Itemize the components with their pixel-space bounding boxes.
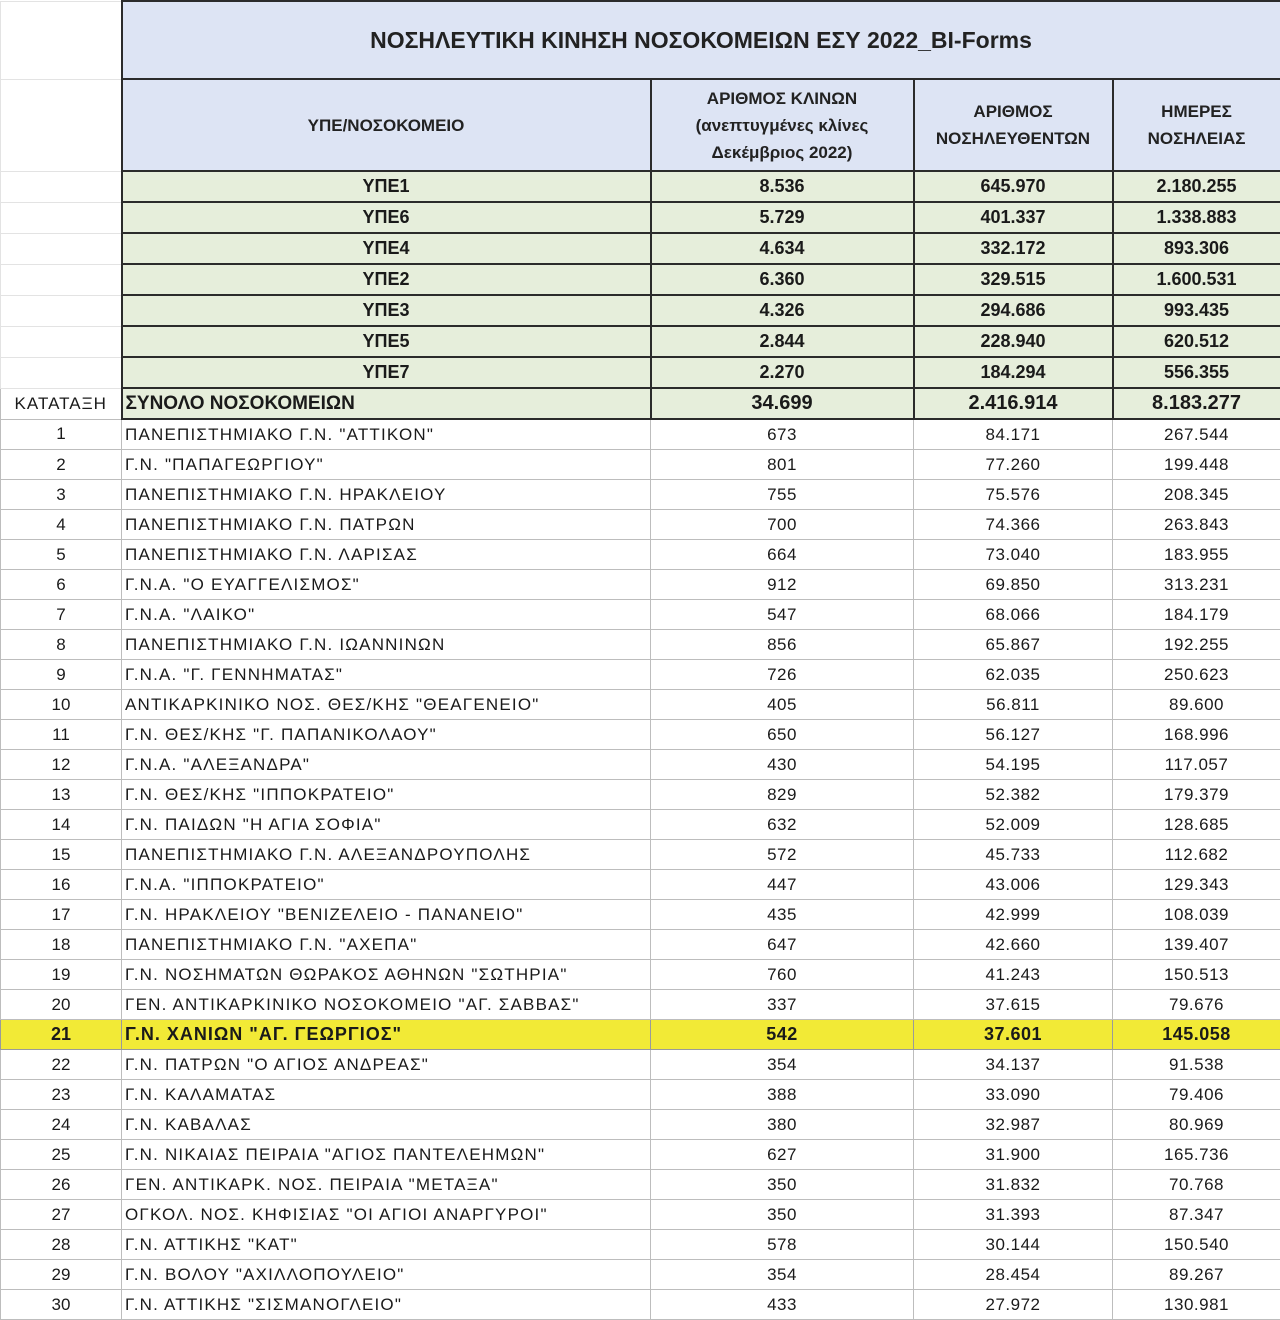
table-row xyxy=(1,1290,1280,1320)
days-cell: 89.600 xyxy=(1113,690,1280,720)
total-days: 8.183.277 xyxy=(1113,388,1280,419)
rank-cell: 2 xyxy=(1,450,122,480)
rank-column-label: ΚΑΤΑΤΑΞΗ xyxy=(1,388,122,419)
blank-cell[interactable] xyxy=(1,171,122,202)
ype-row xyxy=(1,264,1280,295)
rank-cell: 3 xyxy=(1,480,122,510)
ype-beds: 8.536 xyxy=(651,171,914,202)
rank-cell: 7 xyxy=(1,600,122,630)
table-row xyxy=(1,600,1280,630)
total-patients: 2.416.914 xyxy=(914,388,1113,419)
rank-cell: 16 xyxy=(1,870,122,900)
rank-cell: 1 xyxy=(1,419,122,450)
table-row xyxy=(1,450,1280,480)
rank-cell: 8 xyxy=(1,630,122,660)
table-row xyxy=(1,1260,1280,1290)
beds-cell: 542 xyxy=(651,1020,914,1050)
rank-cell: 25 xyxy=(1,1140,122,1170)
beds-cell: 578 xyxy=(651,1230,914,1260)
ype-name: ΥΠΕ2 xyxy=(122,264,651,295)
patients-cell: 34.137 xyxy=(914,1050,1113,1080)
table-row xyxy=(1,720,1280,750)
ype-days: 1.600.531 xyxy=(1113,264,1280,295)
patients-cell: 28.454 xyxy=(914,1260,1113,1290)
table-row-highlighted xyxy=(1,1020,1280,1050)
table-row xyxy=(1,1080,1280,1110)
ype-days: 993.435 xyxy=(1113,295,1280,326)
rank-cell: 6 xyxy=(1,570,122,600)
hospital-name-cell: ΑΝΤΙΚΑΡΚΙΝΙΚΟ ΝΟΣ. ΘΕΣ/ΚΗΣ "ΘΕΑΓΕΝΕΙΟ" xyxy=(122,690,651,720)
table-row xyxy=(1,810,1280,840)
days-cell: 199.448 xyxy=(1113,450,1280,480)
patients-cell: 69.850 xyxy=(914,570,1113,600)
beds-cell: 801 xyxy=(651,450,914,480)
beds-cell: 627 xyxy=(651,1140,914,1170)
patients-cell: 74.366 xyxy=(914,510,1113,540)
ype-patients: 228.940 xyxy=(914,326,1113,357)
blank-cell[interactable] xyxy=(1,264,122,295)
ype-row xyxy=(1,233,1280,264)
table-row xyxy=(1,510,1280,540)
hospital-name-cell: Γ.Ν. ΘΕΣ/ΚΗΣ "Γ. ΠΑΠΑΝΙΚΟΛΑΟΥ" xyxy=(122,720,651,750)
beds-cell: 912 xyxy=(651,570,914,600)
header-patients-line2: ΝΟΣΗΛΕΥΘΕΝΤΩΝ xyxy=(936,129,1090,148)
ype-name: ΥΠΕ4 xyxy=(122,233,651,264)
rank-cell: 20 xyxy=(1,990,122,1020)
hospital-name-cell: ΓΕΝ. ΑΝΤΙΚΑΡΚ. ΝΟΣ. ΠΕΙΡΑΙΑ "ΜΕΤΑΞΑ" xyxy=(122,1170,651,1200)
days-cell: 184.179 xyxy=(1113,600,1280,630)
patients-cell: 75.576 xyxy=(914,480,1113,510)
hospital-name-cell: Γ.Ν. ΧΑΝΙΩΝ "ΑΓ. ΓΕΩΡΓΙΟΣ" xyxy=(122,1020,651,1050)
patients-cell: 30.144 xyxy=(914,1230,1113,1260)
beds-cell: 350 xyxy=(651,1200,914,1230)
ype-patients: 332.172 xyxy=(914,233,1113,264)
patients-cell: 84.171 xyxy=(914,419,1113,450)
hospital-name-cell: Γ.Ν. ΚΑΛΑΜΑΤΑΣ xyxy=(122,1080,651,1110)
blank-cell[interactable] xyxy=(1,295,122,326)
rank-cell: 29 xyxy=(1,1260,122,1290)
ype-beds: 5.729 xyxy=(651,202,914,233)
hospital-name-cell: Γ.Ν.Α. "Γ. ΓΕΝΝΗΜΑΤΑΣ" xyxy=(122,660,651,690)
table-row xyxy=(1,1170,1280,1200)
ype-patients: 401.337 xyxy=(914,202,1113,233)
patients-cell: 45.733 xyxy=(914,840,1113,870)
hospital-name-cell: Γ.Ν.Α. "ΑΛΕΞΑΝΔΡΑ" xyxy=(122,750,651,780)
rank-cell: 11 xyxy=(1,720,122,750)
beds-cell: 433 xyxy=(651,1290,914,1320)
ype-row xyxy=(1,202,1280,233)
total-label: ΣΥΝΟΛΟ ΝΟΣΟΚΟΜΕΙΩΝ xyxy=(122,388,651,419)
ype-patients: 329.515 xyxy=(914,264,1113,295)
table-row xyxy=(1,1050,1280,1080)
days-cell: 267.544 xyxy=(1113,419,1280,450)
patients-cell: 52.009 xyxy=(914,810,1113,840)
beds-cell: 350 xyxy=(651,1170,914,1200)
patients-cell: 43.006 xyxy=(914,870,1113,900)
table-row xyxy=(1,960,1280,990)
header-hospital: ΥΠΕ/ΝΟΣΟΚΟΜΕΙΟ xyxy=(122,79,651,171)
rank-cell: 30 xyxy=(1,1290,122,1320)
days-cell: 179.379 xyxy=(1113,780,1280,810)
blank-cell[interactable] xyxy=(1,1,122,79)
beds-cell: 726 xyxy=(651,660,914,690)
hospital-name-cell: ΓΕΝ. ΑΝΤΙΚΑΡΚΙΝΙΚΟ ΝΟΣΟΚΟΜΕΙΟ "ΑΓ. ΣΑΒΒΑΣ" xyxy=(122,990,651,1020)
rank-cell: 27 xyxy=(1,1200,122,1230)
total-row xyxy=(1,388,1280,419)
rank-cell: 14 xyxy=(1,810,122,840)
beds-cell: 755 xyxy=(651,480,914,510)
ype-row xyxy=(1,326,1280,357)
beds-cell: 664 xyxy=(651,540,914,570)
table-row xyxy=(1,900,1280,930)
beds-cell: 547 xyxy=(651,600,914,630)
patients-cell: 31.900 xyxy=(914,1140,1113,1170)
beds-cell: 388 xyxy=(651,1080,914,1110)
hospital-name-cell: Γ.Ν. ΝΟΣΗΜΑΤΩΝ ΘΩΡΑΚΟΣ ΑΘΗΝΩΝ "ΣΩΤΗΡΙΑ" xyxy=(122,960,651,990)
ype-days: 2.180.255 xyxy=(1113,171,1280,202)
patients-cell: 73.040 xyxy=(914,540,1113,570)
hospital-name-cell: Γ.Ν. ΗΡΑΚΛΕΙΟΥ "ΒΕΝΙΖΕΛΕΙΟ - ΠΑΝΑΝΕΙΟ" xyxy=(122,900,651,930)
days-cell: 250.623 xyxy=(1113,660,1280,690)
header-beds-line2: (ανεπτυγμένες κλίνες xyxy=(696,116,869,135)
hospital-name-cell: Γ.Ν. ΝΙΚΑΙΑΣ ΠΕΙΡΑΙΑ "ΑΓΙΟΣ ΠΑΝΤΕΛΕΗΜΩΝ" xyxy=(122,1140,651,1170)
header-beds-line3: Δεκέμβριος 2022) xyxy=(712,143,853,162)
ype-name: ΥΠΕ7 xyxy=(122,357,651,388)
beds-cell: 829 xyxy=(651,780,914,810)
table-row xyxy=(1,419,1280,450)
hospital-name-cell: ΠΑΝΕΠΙΣΤΗΜΙΑΚΟ Γ.Ν. ΗΡΑΚΛΕΙΟΥ xyxy=(122,480,651,510)
blank-cell[interactable] xyxy=(1,202,122,233)
beds-cell: 632 xyxy=(651,810,914,840)
beds-cell: 354 xyxy=(651,1260,914,1290)
table-row xyxy=(1,480,1280,510)
beds-cell: 337 xyxy=(651,990,914,1020)
days-cell: 168.996 xyxy=(1113,720,1280,750)
header-days xyxy=(1113,79,1280,171)
rank-cell: 23 xyxy=(1,1080,122,1110)
header-row xyxy=(1,79,1280,171)
hospital-name-cell: ΠΑΝΕΠΙΣΤΗΜΙΑΚΟ Γ.Ν. ΙΩΑΝΝΙΝΩΝ xyxy=(122,630,651,660)
hospital-name-cell: Γ.Ν. ΑΤΤΙΚΗΣ "ΚΑΤ" xyxy=(122,1230,651,1260)
days-cell: 117.057 xyxy=(1113,750,1280,780)
table-row xyxy=(1,660,1280,690)
days-cell: 313.231 xyxy=(1113,570,1280,600)
days-cell: 87.347 xyxy=(1113,1200,1280,1230)
table-row xyxy=(1,1200,1280,1230)
rank-cell: 22 xyxy=(1,1050,122,1080)
ype-patients: 645.970 xyxy=(914,171,1113,202)
ype-days: 556.355 xyxy=(1113,357,1280,388)
beds-cell: 650 xyxy=(651,720,914,750)
patients-cell: 42.999 xyxy=(914,900,1113,930)
ype-days: 893.306 xyxy=(1113,233,1280,264)
header-days-line1: ΗΜΕΡΕΣ xyxy=(1161,102,1232,121)
total-beds: 34.699 xyxy=(651,388,914,419)
rank-cell: 12 xyxy=(1,750,122,780)
table-row xyxy=(1,570,1280,600)
rank-cell: 24 xyxy=(1,1110,122,1140)
patients-cell: 56.811 xyxy=(914,690,1113,720)
table-row xyxy=(1,870,1280,900)
patients-cell: 41.243 xyxy=(914,960,1113,990)
beds-cell: 700 xyxy=(651,510,914,540)
ype-beds: 4.634 xyxy=(651,233,914,264)
ype-row xyxy=(1,357,1280,388)
hospital-name-cell: ΠΑΝΕΠΙΣΤΗΜΙΑΚΟ Γ.Ν. ΑΛΕΞΑΝΔΡΟΥΠΟΛΗΣ xyxy=(122,840,651,870)
blank-cell[interactable] xyxy=(1,357,122,388)
patients-cell: 27.972 xyxy=(914,1290,1113,1320)
rank-cell: 17 xyxy=(1,900,122,930)
hospital-name-cell: Γ.Ν. ΑΤΤΙΚΗΣ "ΣΙΣΜΑΝΟΓΛΕΙΟ" xyxy=(122,1290,651,1320)
rank-cell: 18 xyxy=(1,930,122,960)
days-cell: 150.513 xyxy=(1113,960,1280,990)
days-cell: 192.255 xyxy=(1113,630,1280,660)
table-title: ΝΟΣΗΛΕΥΤΙΚΗ ΚΙΝΗΣΗ ΝΟΣΟΚΟΜΕΙΩΝ ΕΣΥ 2022_BI-Forms xyxy=(122,1,1280,79)
rank-cell: 21 xyxy=(1,1020,122,1050)
header-beds xyxy=(651,79,914,171)
hospital-name-cell: Γ.Ν.Α. "ΛΑΙΚΟ" xyxy=(122,600,651,630)
days-cell: 129.343 xyxy=(1113,870,1280,900)
days-cell: 79.676 xyxy=(1113,990,1280,1020)
patients-cell: 56.127 xyxy=(914,720,1113,750)
days-cell: 150.540 xyxy=(1113,1230,1280,1260)
patients-cell: 37.615 xyxy=(914,990,1113,1020)
beds-cell: 405 xyxy=(651,690,914,720)
rank-cell: 28 xyxy=(1,1230,122,1260)
days-cell: 165.736 xyxy=(1113,1140,1280,1170)
hospital-name-cell: Γ.Ν. ΒΟΛΟΥ "ΑΧΙΛΛΟΠΟΥΛΕΙΟ" xyxy=(122,1260,651,1290)
ype-patients: 184.294 xyxy=(914,357,1113,388)
hospital-name-cell: Γ.Ν.Α. "Ο ΕΥΑΓΓΕΛΙΣΜΟΣ" xyxy=(122,570,651,600)
beds-cell: 380 xyxy=(651,1110,914,1140)
beds-cell: 447 xyxy=(651,870,914,900)
patients-cell: 54.195 xyxy=(914,750,1113,780)
ype-name: ΥΠΕ5 xyxy=(122,326,651,357)
days-cell: 208.345 xyxy=(1113,480,1280,510)
ype-beds: 2.270 xyxy=(651,357,914,388)
hospital-name-cell: Γ.Ν. ΠΑΙΔΩΝ "Η ΑΓΙΑ ΣΟΦΙΑ" xyxy=(122,810,651,840)
table-row xyxy=(1,1110,1280,1140)
hospital-name-cell: ΠΑΝΕΠΙΣΤΗΜΙΑΚΟ Γ.Ν. ΠΑΤΡΩΝ xyxy=(122,510,651,540)
hospital-name-cell: ΠΑΝΕΠΙΣΤΗΜΙΑΚΟ Γ.Ν. "ΑΤΤΙΚΟΝ" xyxy=(122,419,651,450)
days-cell: 145.058 xyxy=(1113,1020,1280,1050)
ype-beds: 2.844 xyxy=(651,326,914,357)
header-patients xyxy=(914,79,1113,171)
ype-patients: 294.686 xyxy=(914,295,1113,326)
patients-cell: 42.660 xyxy=(914,930,1113,960)
table-row xyxy=(1,840,1280,870)
ype-days: 620.512 xyxy=(1113,326,1280,357)
ype-beds: 4.326 xyxy=(651,295,914,326)
patients-cell: 31.832 xyxy=(914,1170,1113,1200)
header-beds-line1: ΑΡΙΘΜΟΣ ΚΛΙΝΩΝ xyxy=(707,89,857,108)
patients-cell: 33.090 xyxy=(914,1080,1113,1110)
beds-cell: 856 xyxy=(651,630,914,660)
patients-cell: 52.382 xyxy=(914,780,1113,810)
blank-cell[interactable] xyxy=(1,79,122,171)
beds-cell: 760 xyxy=(651,960,914,990)
ype-name: ΥΠΕ3 xyxy=(122,295,651,326)
ype-beds: 6.360 xyxy=(651,264,914,295)
patients-cell: 37.601 xyxy=(914,1020,1113,1050)
hospital-name-cell: ΠΑΝΕΠΙΣΤΗΜΙΑΚΟ Γ.Ν. "ΑΧΕΠΑ" xyxy=(122,930,651,960)
rank-cell: 13 xyxy=(1,780,122,810)
hospital-name-cell: Γ.Ν. "ΠΑΠΑΓΕΩΡΓΙΟΥ" xyxy=(122,450,651,480)
table-row xyxy=(1,540,1280,570)
days-cell: 130.981 xyxy=(1113,1290,1280,1320)
table-row xyxy=(1,990,1280,1020)
days-cell: 91.538 xyxy=(1113,1050,1280,1080)
hospital-name-cell: ΠΑΝΕΠΙΣΤΗΜΙΑΚΟ Γ.Ν. ΛΑΡΙΣΑΣ xyxy=(122,540,651,570)
patients-cell: 77.260 xyxy=(914,450,1113,480)
days-cell: 263.843 xyxy=(1113,510,1280,540)
days-cell: 128.685 xyxy=(1113,810,1280,840)
days-cell: 80.969 xyxy=(1113,1110,1280,1140)
beds-cell: 673 xyxy=(651,419,914,450)
beds-cell: 572 xyxy=(651,840,914,870)
table-row xyxy=(1,1230,1280,1260)
days-cell: 112.682 xyxy=(1113,840,1280,870)
rank-cell: 26 xyxy=(1,1170,122,1200)
rank-cell: 15 xyxy=(1,840,122,870)
days-cell: 89.267 xyxy=(1113,1260,1280,1290)
hospital-name-cell: Γ.Ν. ΚΑΒΑΛΑΣ xyxy=(122,1110,651,1140)
blank-cell[interactable] xyxy=(1,233,122,264)
beds-cell: 354 xyxy=(651,1050,914,1080)
hospital-name-cell: Γ.Ν. ΘΕΣ/ΚΗΣ "ΙΠΠΟΚΡΑΤΕΙΟ" xyxy=(122,780,651,810)
beds-cell: 647 xyxy=(651,930,914,960)
title-row xyxy=(1,1,1280,79)
beds-cell: 435 xyxy=(651,900,914,930)
rank-cell: 5 xyxy=(1,540,122,570)
patients-cell: 32.987 xyxy=(914,1110,1113,1140)
patients-cell: 65.867 xyxy=(914,630,1113,660)
days-cell: 108.039 xyxy=(1113,900,1280,930)
days-cell: 79.406 xyxy=(1113,1080,1280,1110)
ype-name: ΥΠΕ1 xyxy=(122,171,651,202)
rank-cell: 9 xyxy=(1,660,122,690)
rank-cell: 10 xyxy=(1,690,122,720)
days-cell: 183.955 xyxy=(1113,540,1280,570)
header-days-line2: ΝΟΣΗΛΕΙΑΣ xyxy=(1148,129,1246,148)
table-row xyxy=(1,750,1280,780)
table-row xyxy=(1,630,1280,660)
days-cell: 139.407 xyxy=(1113,930,1280,960)
hospital-name-cell: Γ.Ν.Α. "ΙΠΠΟΚΡΑΤΕΙΟ" xyxy=(122,870,651,900)
table-row xyxy=(1,1140,1280,1170)
ype-days: 1.338.883 xyxy=(1113,202,1280,233)
header-patients-line1: ΑΡΙΘΜΟΣ xyxy=(973,102,1052,121)
hospital-name-cell: ΟΓΚΟΛ. ΝΟΣ. ΚΗΦΙΣΙΑΣ "ΟΙ ΑΓΙΟΙ ΑΝΑΡΓΥΡΟΙ" xyxy=(122,1200,651,1230)
patients-cell: 62.035 xyxy=(914,660,1113,690)
rank-cell: 4 xyxy=(1,510,122,540)
rank-cell: 19 xyxy=(1,960,122,990)
ype-row xyxy=(1,295,1280,326)
blank-cell[interactable] xyxy=(1,326,122,357)
patients-cell: 68.066 xyxy=(914,600,1113,630)
table-row xyxy=(1,690,1280,720)
ype-name: ΥΠΕ6 xyxy=(122,202,651,233)
ype-row xyxy=(1,171,1280,202)
beds-cell: 430 xyxy=(651,750,914,780)
days-cell: 70.768 xyxy=(1113,1170,1280,1200)
hospital-name-cell: Γ.Ν. ΠΑΤΡΩΝ "Ο ΑΓΙΟΣ ΑΝΔΡΕΑΣ" xyxy=(122,1050,651,1080)
table-row xyxy=(1,930,1280,960)
table-row xyxy=(1,780,1280,810)
patients-cell: 31.393 xyxy=(914,1200,1113,1230)
